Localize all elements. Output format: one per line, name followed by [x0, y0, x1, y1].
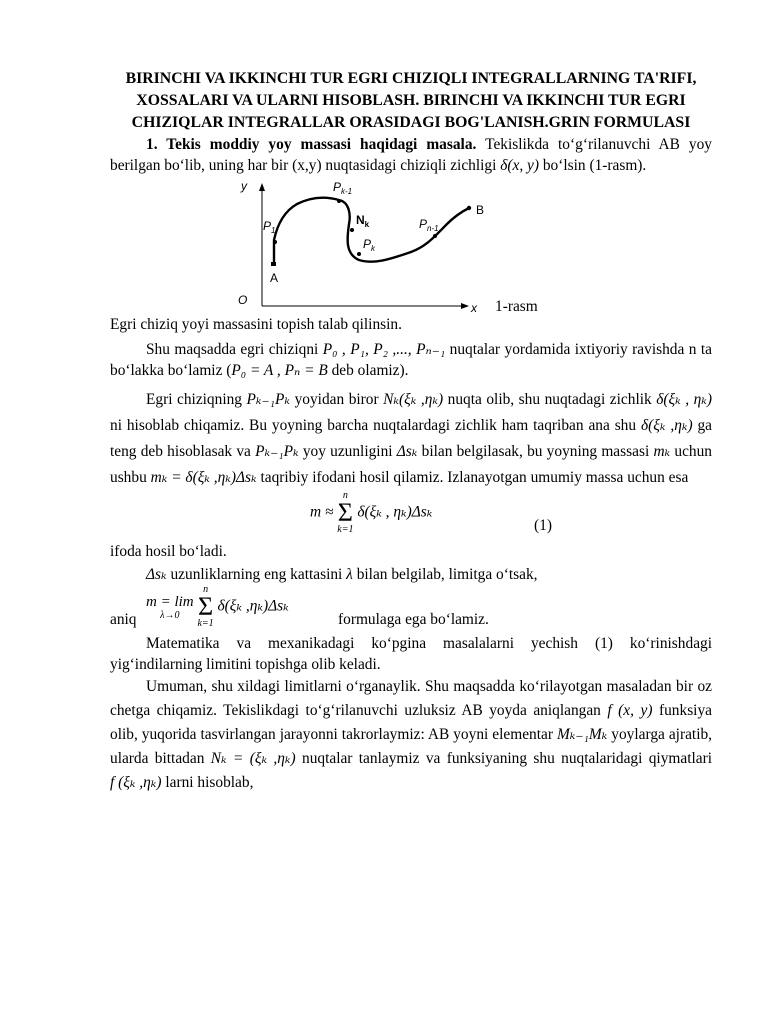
document-title: BIRINCHI VA IKKINCHI TUR EGRI CHIZIQLI INTEGRALLARNING TA'RIFI, XOSSALARI VA ULARNI HISOBLASH. BIRINCHI VA IKKINCHI TUR EGRI CHIZIQLAR INTEGRALLAR ORASIDAGI BOG'LANISH.GRIN FORMULASI — [125, 70, 697, 131]
paragraph-7: Umuman, shu xildagi limitlarni o‘rganaylik. Shu maqsadda ko‘rilayotgan masaladan bir oz chetga chiqamiz. Tekislikdagi to‘g‘rilanuvchi uzluksiz AB yoyda aniqlangan f (x, y) funksiya olib, yuqorida tasvirlangan jarayonni takrorlaymiz: AB yoyni elementar Mₖ₋₁Mₖ yoylarga ajratib, ularda bittadan Nₖ = (ξₖ ,ηₖ) nuqtalar tanlaymiz va funksiyaning shu nuqtalaridagi qiymatlari f (ξₖ ,ηₖ) larni hisoblab, — [110, 678, 713, 791]
paragraph-4: ifoda hosil bo‘ladi. — [110, 543, 227, 560]
arc-ab — [274, 198, 469, 264]
label-pk: $P_k$ — [363, 237, 376, 253]
label-pk1: $P_{k-1}$ — [333, 180, 353, 196]
section-1-paragraph — [110, 134, 712, 176]
label-o: O — [238, 293, 248, 307]
section-1-text-b: bo‘lsin (1-rasm). — [539, 157, 647, 174]
label-x: x — [471, 301, 477, 314]
curve-diagram — [235, 178, 495, 314]
point-p1-marker — [273, 240, 277, 244]
paragraph-5: Δsₖ uzunliklarning eng kattasini λ bilan belgilab, limitga o‘tsak, — [146, 566, 538, 583]
label-nk: $N_k$ — [356, 213, 370, 229]
density-formula: δ(x, y) — [500, 157, 539, 174]
section-1-heading: 1. Tekis moddiy yoy massasi haqidagi masala. — [146, 136, 477, 153]
y-axis-arrow — [259, 183, 265, 191]
point-nk-marker — [350, 228, 354, 232]
equation-number: (1) — [534, 517, 552, 534]
label-a: A — [270, 271, 279, 285]
point-b-marker — [467, 206, 471, 210]
label-y: y — [241, 179, 247, 193]
sum-symbol-2: n Σ k=1 — [197, 584, 214, 629]
x-axis-arrow — [461, 303, 469, 309]
figure-1 — [110, 178, 712, 314]
mass-element-formula: mₖ = δ(ξₖ ,ηₖ)Δsₖ — [150, 469, 257, 486]
figure-caption: 1-rasm — [495, 298, 538, 315]
paragraph-3: Egri chiziqning Pₖ₋₁Pₖ yoyidan biror Nₖ(ξₖ ,ηₖ) nuqta olib, shu nuqtadagi zichlik δ(ξₖ , ηₖ) ni hisoblab chiqamiz. Bu yoyning barcha nuqtalardagi zichlik ham taqriban ana shu δ(ξₖ ,ηₖ) ga teng deb hisoblasak va Pₖ₋₁Pₖ yoy uzunligini Δsₖ bilan belgilasak, bu yoyning massasi mₖ uchun ushbu mₖ = δ(ξₖ ,ηₖ)Δsₖ taqribiy ifodani hosil qilamiz. Izlanayotgan umumiy massa uchun esa — [110, 391, 713, 486]
label-p1: $P_1$ — [263, 219, 276, 235]
paragraph-1: Egri chiziq yoyi massasini topish talab qilinsin. — [110, 316, 402, 333]
label-b: B — [476, 203, 485, 217]
point-pn1-marker — [433, 234, 437, 238]
equation-2: aniq m = lim λ→0 n Σ k=1 δ(ξₖ ,ηₖ)Δsₖ formulaga ega bo‘lamiz. — [110, 584, 489, 629]
paragraph-2: Shu maqsadda egri chiziqni P₀ , P₁, P₂ ,..., Pₙ₋₁ nuqtalar yordamida ixtiyoriy ravishda n ta bo‘lakka bo‘lamiz (P₀ = A , Pₙ = B deb olamiz). — [110, 341, 712, 379]
point-a-marker — [271, 262, 276, 266]
partition-points: P₀ , P₁, P₂ ,..., Pₙ₋₁ — [322, 341, 446, 358]
document-page — [110, 68, 712, 795]
section-1-text-a: Tekislikda to‘g‘rilanuvchi AB yoy berilgan bo‘lib, uning har bir (x,y) nuqtasidagi chiziqli zichligi — [110, 136, 712, 174]
paragraph-6: Matematika va mexanikadagi ko‘pgina masalalarni yechish (1) ko‘rinishdagi yig‘indilarning limitini topishga olib keladi. — [110, 635, 712, 673]
equation-1: m ≈ n Σ k=1 δ(ξₖ , ηₖ)Δsₖ (1) — [310, 490, 552, 535]
point-pk-marker — [357, 252, 361, 256]
endpoint-equation: P₀ = A , Pₙ = B — [231, 362, 328, 379]
point-pk1-marker — [337, 199, 341, 203]
label-pn1: $P_{n-1}$ — [419, 217, 439, 233]
sum-symbol: n Σ k=1 — [337, 490, 354, 535]
